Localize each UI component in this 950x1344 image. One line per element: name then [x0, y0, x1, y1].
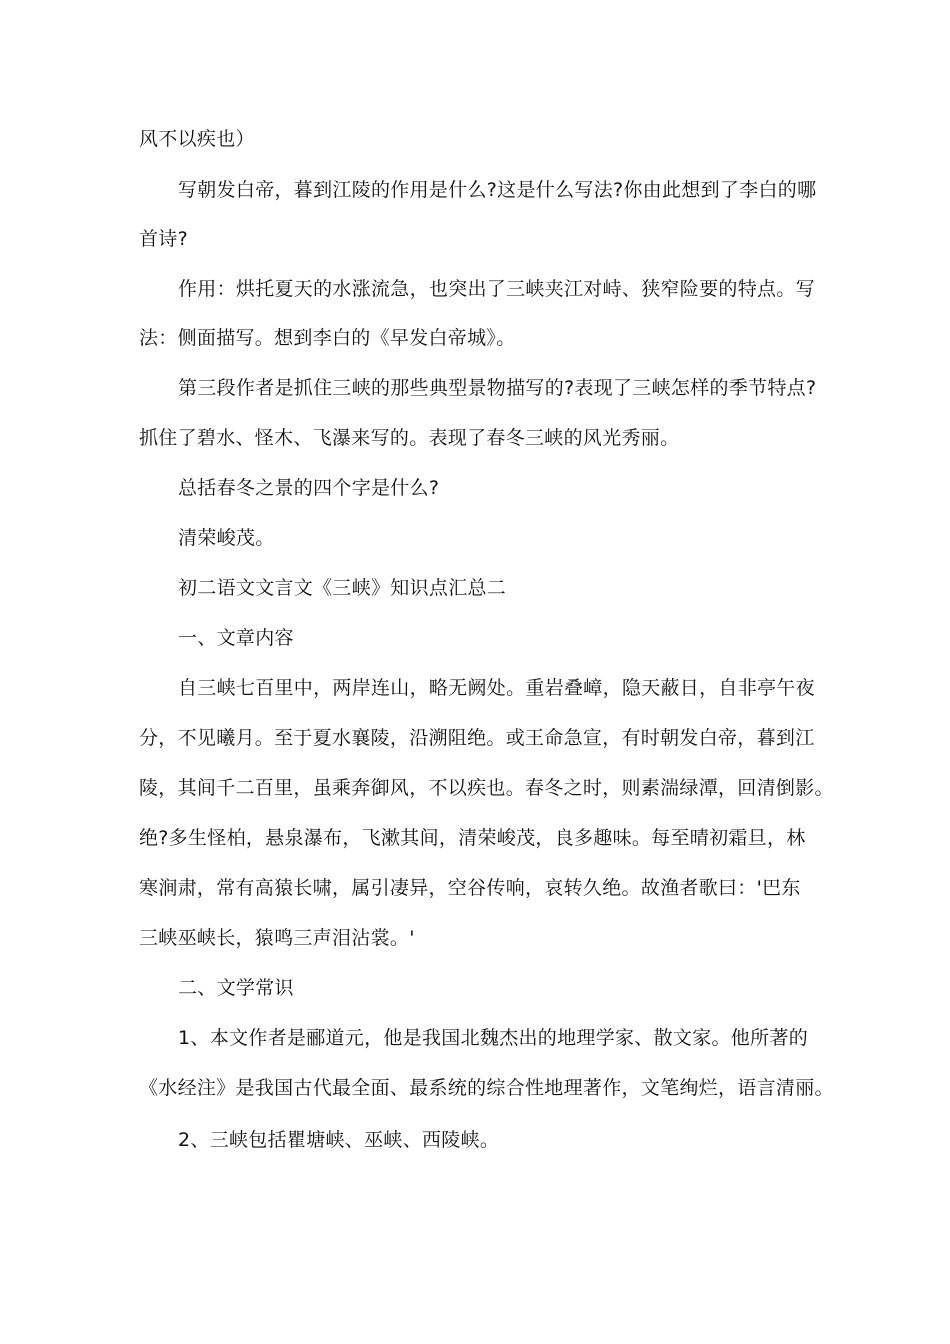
question-line: 第三段作者是抓住三峡的那些典型景物描写的?表现了三峡怎样的季节特点?: [178, 377, 817, 399]
subsection-heading: 一、文章内容: [178, 627, 294, 649]
list-item: 2、三峡包括瞿塘峡、巫峡、西陵峡。: [178, 1129, 500, 1151]
passage-line: 寒涧肃，常有高猿长啸，属引凄异，空谷传响，哀转久绝。故渔者歌曰：'巴东: [139, 877, 801, 899]
text-line: 法：侧面描写。想到李白的《早发白帝城》。: [139, 327, 516, 349]
question-line: 写朝发白帝，暮到江陵的作用是什么?这是什么写法?你由此想到了李白的哪: [178, 179, 817, 201]
question-line: 总括春冬之景的四个字是什么?: [178, 477, 440, 499]
section-title: 初二语文文言文《三峡》知识点汇总二: [178, 577, 507, 599]
answer-line: 清荣峻茂。: [178, 527, 275, 549]
passage-line: 自三峡七百里中，两岸连山，略无阙处。重岩叠嶂，隐天蔽日，自非亭午夜: [178, 677, 815, 699]
passage-line: 分，不见曦月。至于夏水襄陵，沿溯阻绝。或王命急宣，有时朝发白帝，暮到江: [139, 727, 815, 749]
text-line: 首诗?: [139, 228, 188, 250]
list-item: 1、本文作者是郦道元，他是我国北魏杰出的地理学家、散文家。他所著的: [178, 1027, 808, 1049]
passage-line: 绝?多生怪柏，悬泉瀑布，飞漱其间，清荣峻茂，良多趣味。每至晴初霜旦，林: [139, 827, 806, 849]
subsection-heading: 二、文学常识: [178, 977, 294, 999]
passage-line: 陵，其间千二百里，虽乘奔御风，不以疾也。春冬之时，则素湍绿潭，回清倒影。: [139, 777, 834, 799]
list-item-continuation: 《水经注》是我国古代最全面、最系统的综合性地理著作，文笔绚烂，语言清丽。: [139, 1077, 834, 1099]
passage-line: 三峡巫峡长，猿鸣三声泪沾裳。': [139, 927, 415, 949]
answer-line: 作用：烘托夏天的水涨流急，也突出了三峡夹江对峙、狭窄险要的特点。写: [178, 278, 815, 300]
text-line: 风不以疾也）: [139, 128, 255, 150]
text-line: 抓住了碧水、怪木、飞瀑来写的。表现了春冬三峡的风光秀丽。: [139, 427, 680, 449]
